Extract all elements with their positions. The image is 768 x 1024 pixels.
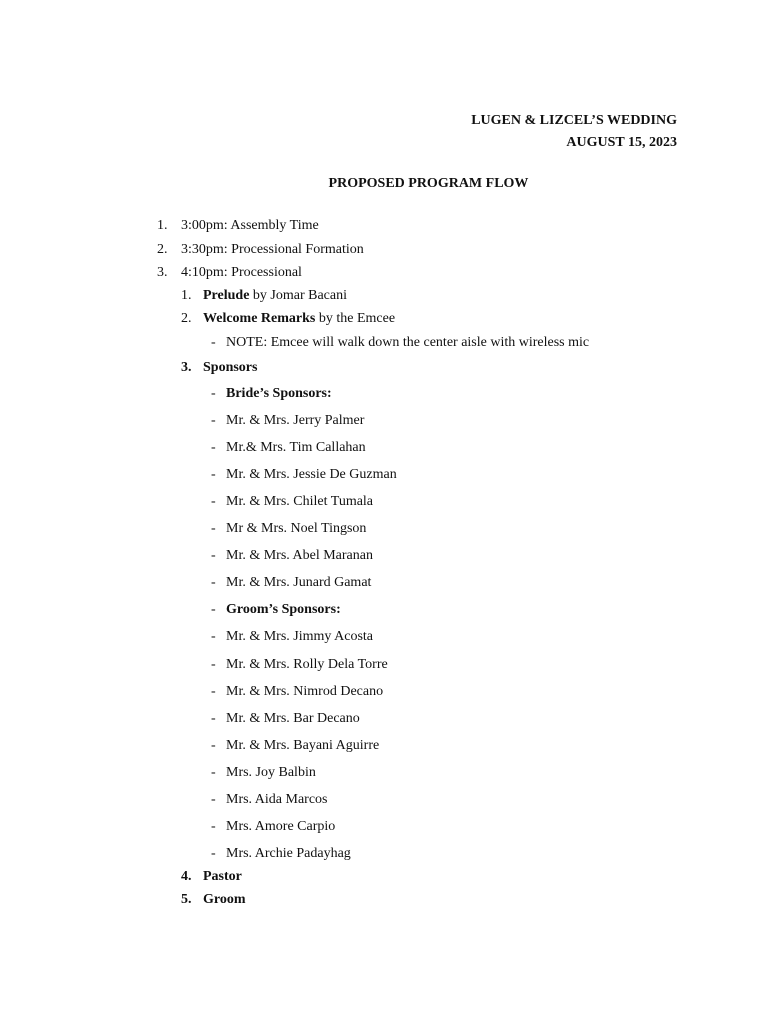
note-text: NOTE: Emcee will walk down the center aisle with wireless mic [226, 335, 590, 350]
dash-marker: - [211, 684, 216, 699]
sponsor-name: Mr. & Mrs. Jerry Palmer [226, 413, 365, 428]
item-text [203, 311, 395, 327]
item-number: 4. [181, 869, 192, 884]
sponsor-name: Mrs. Joy Balbin [226, 765, 316, 780]
item-text [203, 288, 347, 304]
sponsor-name: Mr. & Mrs. Chilet Tumala [226, 494, 374, 509]
sponsor-name: Mr. & Mrs. Junard Gamat [226, 575, 372, 590]
sponsor-name: Mr. & Mrs. Abel Maranan [226, 548, 373, 563]
item-number: 2. [181, 311, 192, 326]
sponsor-name: Mr. & Mrs. Jimmy Acosta [226, 629, 374, 644]
sponsor-name: Mr. & Mrs. Rolly Dela Torre [226, 657, 388, 672]
wedding-title: LUGEN & LIZCEL’S WEDDING [471, 113, 677, 128]
prelude-performer: by Jomar Bacani [249, 288, 347, 303]
dash-marker: - [211, 413, 216, 428]
dash-marker: - [211, 521, 216, 536]
dash-marker: - [211, 657, 216, 672]
sponsor-name: Mr. & Mrs. Nimrod Decano [226, 684, 384, 699]
dash-marker: - [211, 738, 216, 753]
sponsor-name: Mrs. Archie Padayhag [226, 846, 351, 861]
item-number: 5. [181, 892, 192, 907]
welcome-speaker: by the Emcee [315, 311, 396, 326]
sponsor-name: Mr. & Mrs. Jessie De Guzman [226, 467, 397, 482]
dash-marker: - [211, 629, 216, 644]
dash-marker: - [211, 386, 216, 401]
item-number: 1. [181, 288, 192, 303]
dash-marker: - [211, 819, 216, 834]
sponsor-name: Mr. & Mrs. Bayani Aguirre [226, 738, 380, 753]
item-number: 2. [157, 242, 168, 257]
dash-marker: - [211, 575, 216, 590]
program-heading: PROPOSED PROGRAM FLOW [328, 176, 529, 191]
dash-marker: - [211, 467, 216, 482]
dash-marker: - [211, 602, 216, 617]
item-number: 3. [181, 360, 192, 375]
item-text: 3:00pm: Assembly Time [181, 218, 319, 233]
welcome-label: Welcome Remarks [203, 311, 316, 326]
item-text: 3:30pm: Processional Formation [181, 242, 364, 257]
dash-marker: - [211, 711, 216, 726]
pastor-label: Pastor [203, 869, 242, 884]
wedding-date: AUGUST 15, 2023 [566, 135, 677, 150]
sponsor-name: Mr & Mrs. Noel Tingson [226, 521, 367, 536]
dash-marker: - [211, 792, 216, 807]
sponsor-name: Mrs. Amore Carpio [226, 819, 336, 834]
prelude-label: Prelude [203, 288, 250, 303]
brides-sponsors-label: Bride’s Sponsors: [226, 386, 332, 401]
dash-marker: - [211, 335, 216, 350]
sponsor-name: Mr. & Mrs. Bar Decano [226, 711, 360, 726]
item-text: 4:10pm: Processional [181, 265, 302, 280]
sponsor-name: Mrs. Aida Marcos [226, 792, 328, 807]
item-number: 3. [157, 265, 168, 280]
dash-marker: - [211, 494, 216, 509]
dash-marker: - [211, 440, 216, 455]
dash-marker: - [211, 548, 216, 563]
item-number: 1. [157, 218, 168, 233]
dash-marker: - [211, 846, 216, 861]
sponsor-name: Mr.& Mrs. Tim Callahan [226, 440, 366, 455]
groom-label: Groom [203, 892, 246, 907]
sponsors-label: Sponsors [203, 360, 258, 375]
grooms-sponsors-label: Groom’s Sponsors: [226, 602, 341, 617]
dash-marker: - [211, 765, 216, 780]
